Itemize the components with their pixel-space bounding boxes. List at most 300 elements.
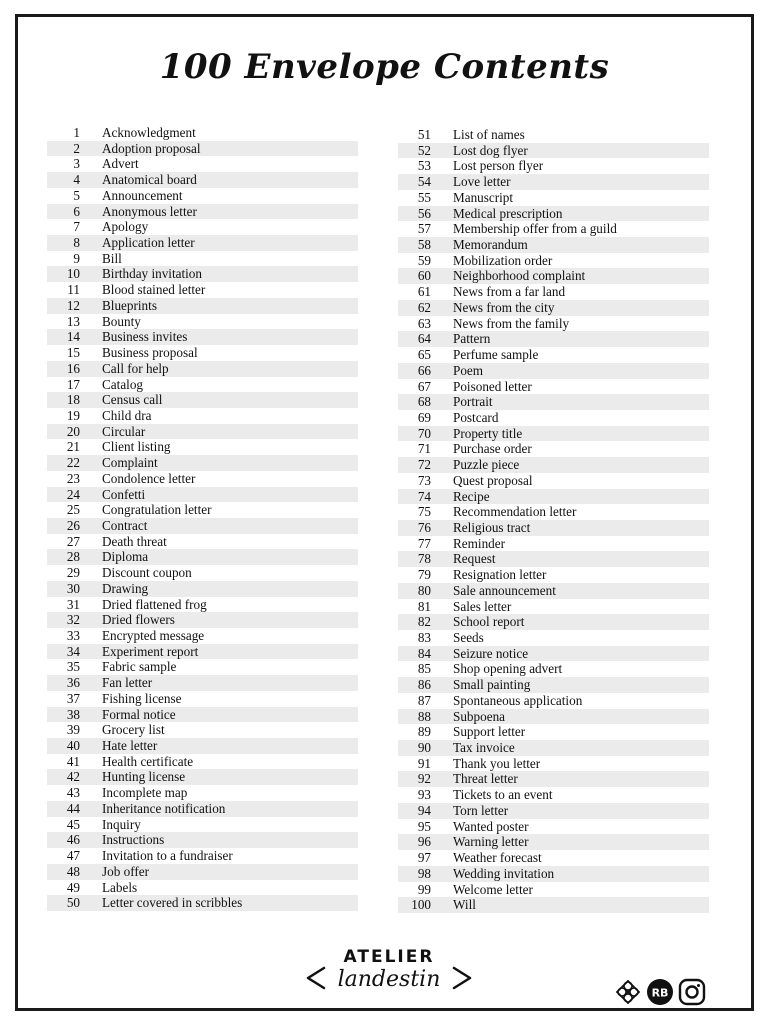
item-number: 13	[66, 313, 80, 329]
list-item	[398, 316, 709, 332]
item-label: Child dra	[102, 407, 152, 423]
item-label: School report	[453, 614, 525, 630]
item-label: Complaint	[102, 455, 158, 471]
item-number: 74	[417, 488, 431, 504]
list-item	[47, 502, 358, 518]
item-number: 88	[417, 708, 431, 724]
item-label: Job offer	[102, 863, 149, 879]
list-item	[398, 504, 709, 520]
item-label: Religious tract	[453, 519, 531, 535]
item-label: Birthday invitation	[102, 266, 202, 282]
item-label: Bounty	[102, 313, 141, 329]
item-number: 4	[73, 172, 80, 188]
item-label: Dried flattened frog	[102, 596, 207, 612]
list-item	[398, 551, 709, 567]
list-item	[398, 583, 709, 599]
list-item	[47, 864, 358, 880]
list-item	[398, 237, 709, 253]
item-number: 33	[66, 628, 80, 643]
item-label: Condolence letter	[102, 470, 196, 486]
item-label: Tax invoice	[453, 740, 515, 756]
list-item	[47, 691, 358, 707]
item-label: Poem	[453, 362, 484, 378]
list-item	[47, 769, 358, 785]
list-item	[47, 471, 358, 487]
list-item	[47, 219, 358, 235]
item-label: Lost dog flyer	[453, 142, 528, 158]
list-item	[47, 424, 358, 440]
list-item	[398, 693, 709, 709]
item-label: Contract	[102, 517, 148, 533]
item-number: 95	[417, 818, 431, 834]
item-label: Wedding invitation	[453, 865, 555, 881]
item-number: 15	[66, 345, 80, 361]
list-item	[398, 394, 709, 410]
item-number: 41	[66, 753, 80, 769]
item-number: 14	[66, 329, 80, 345]
item-label: Anatomical board	[102, 172, 197, 188]
item-label: Seeds	[453, 630, 484, 645]
item-label: Grocery list	[102, 722, 165, 738]
item-number: 24	[66, 486, 80, 502]
svg-text:RB: RB	[651, 986, 669, 1000]
item-number: 75	[417, 504, 431, 520]
item-label: Diploma	[102, 549, 149, 565]
list-item	[398, 567, 709, 583]
list-item	[47, 565, 358, 581]
item-label: Inquiry	[102, 816, 141, 832]
item-label: Puzzle piece	[453, 457, 520, 473]
item-number: 82	[417, 614, 431, 630]
item-number: 20	[66, 423, 80, 439]
item-label: Inheritance notification	[102, 800, 226, 816]
item-number: 97	[417, 850, 431, 866]
list-item	[398, 379, 709, 395]
document-page	[15, 14, 754, 1011]
item-number: 100	[411, 897, 431, 913]
item-number: 57	[417, 221, 431, 237]
item-label: Property title	[453, 425, 523, 441]
list-item	[398, 221, 709, 237]
list-item	[398, 850, 709, 866]
item-label: Weather forecast	[453, 850, 542, 866]
list-item	[47, 141, 358, 157]
item-label: Dried flowers	[102, 612, 175, 628]
item-number: 52	[417, 142, 431, 158]
item-number: 28	[66, 549, 80, 565]
instagram-icon[interactable]	[678, 978, 706, 1006]
item-label: Invitation to a fundraiser	[102, 848, 233, 864]
item-number: 59	[417, 252, 431, 268]
item-number: 34	[66, 643, 80, 659]
list-item	[47, 172, 358, 188]
item-number: 94	[417, 802, 431, 818]
item-number: 70	[417, 425, 431, 441]
list-item	[47, 644, 358, 660]
item-number: 58	[417, 237, 431, 253]
list-item	[398, 206, 709, 222]
list-item	[47, 235, 358, 251]
contents-list-right	[398, 127, 709, 913]
list-item	[47, 251, 358, 267]
list-item	[398, 347, 709, 363]
footer-icons	[614, 977, 714, 1007]
item-number: 73	[417, 472, 431, 488]
item-number: 21	[66, 439, 80, 455]
list-item	[398, 426, 709, 442]
item-number: 62	[417, 299, 431, 315]
item-number: 66	[417, 362, 431, 378]
item-label: Business invites	[102, 329, 188, 345]
item-number: 91	[417, 755, 431, 771]
list-item	[47, 377, 358, 393]
list-item	[398, 520, 709, 536]
item-number: 93	[417, 787, 431, 803]
item-number: 3	[73, 156, 80, 172]
list-item	[398, 489, 709, 505]
list-item	[398, 253, 709, 269]
item-number: 46	[66, 832, 80, 848]
item-label: Seizure notice	[453, 645, 529, 661]
item-number: 42	[66, 769, 80, 785]
item-number: 44	[66, 800, 80, 816]
list-item	[398, 363, 709, 379]
item-label: Blueprints	[102, 297, 157, 313]
item-label: Labels	[102, 879, 138, 895]
list-item	[47, 408, 358, 424]
item-label: Will	[453, 897, 476, 913]
item-label: Small painting	[453, 677, 531, 693]
rb-icon[interactable]	[646, 978, 674, 1006]
item-number: 17	[66, 376, 80, 392]
item-number: 19	[66, 407, 80, 423]
list-item	[47, 597, 358, 613]
item-label: Client listing	[102, 439, 171, 455]
list-item	[398, 646, 709, 662]
list-item	[47, 722, 358, 738]
item-number: 78	[417, 551, 431, 567]
item-label: Health certificate	[102, 753, 194, 769]
item-label: Portrait	[453, 394, 493, 410]
item-number: 80	[417, 582, 431, 598]
item-number: 47	[66, 848, 80, 864]
item-number: 81	[417, 598, 431, 614]
item-number: 68	[417, 394, 431, 410]
item-number: 79	[417, 567, 431, 583]
item-label: Request	[453, 551, 496, 567]
item-label: Census call	[102, 392, 163, 408]
item-label: Thank you letter	[453, 755, 541, 771]
list-item	[47, 455, 358, 471]
item-number: 89	[417, 724, 431, 740]
list-item	[398, 882, 709, 898]
item-number: 69	[417, 409, 431, 425]
item-label: Shop opening advert	[453, 661, 563, 677]
item-number: 60	[417, 268, 431, 284]
item-number: 56	[417, 205, 431, 221]
item-label: Love letter	[453, 174, 511, 190]
item-number: 71	[417, 441, 431, 457]
list-item	[398, 441, 709, 457]
item-number: 63	[417, 315, 431, 331]
item-label: Perfume sample	[453, 347, 539, 363]
item-number: 64	[417, 331, 431, 347]
item-label: Spontaneous application	[453, 692, 583, 708]
item-label: Business proposal	[102, 345, 198, 361]
list-item	[398, 819, 709, 835]
item-label: Threat letter	[453, 771, 518, 787]
item-number: 67	[417, 378, 431, 394]
item-label: Experiment report	[102, 643, 199, 659]
item-number: 50	[66, 895, 80, 911]
list-item	[398, 473, 709, 489]
item-number: 16	[66, 360, 80, 376]
list-item	[47, 801, 358, 817]
item-label: Fan letter	[102, 675, 153, 691]
item-label: Welcome letter	[453, 881, 533, 897]
item-label: Instructions	[102, 832, 165, 848]
list-item	[398, 536, 709, 552]
list-item	[47, 282, 358, 298]
item-label: Neighborhood complaint	[453, 268, 586, 284]
item-number: 30	[66, 580, 80, 596]
item-label: List of names	[453, 127, 525, 142]
item-label: Mobilization order	[453, 252, 553, 268]
item-number: 9	[73, 250, 80, 266]
list-item	[398, 803, 709, 819]
item-label: Postcard	[453, 409, 499, 425]
item-label: Tickets to an event	[453, 787, 553, 803]
item-label: Wanted poster	[453, 818, 529, 834]
item-label: Encrypted message	[102, 628, 205, 643]
list-item	[398, 897, 709, 913]
list-item	[398, 599, 709, 615]
item-number: 99	[417, 881, 431, 897]
item-label: Adoption proposal	[102, 140, 201, 156]
item-label: Warning letter	[453, 834, 529, 850]
contents-list-left	[47, 125, 358, 911]
item-label: Call for help	[102, 360, 169, 376]
item-number: 96	[417, 834, 431, 850]
item-label: Hate letter	[102, 738, 158, 754]
atelier-landestin-logo	[304, 942, 474, 992]
item-label: Support letter	[453, 724, 526, 740]
item-number: 35	[66, 659, 80, 675]
list-item	[47, 156, 358, 172]
item-label: Fishing license	[102, 690, 182, 706]
list-item	[398, 284, 709, 300]
item-label: Medical prescription	[453, 205, 563, 221]
item-label: Sale announcement	[453, 582, 556, 598]
list-item	[47, 534, 358, 550]
item-number: 61	[417, 284, 431, 300]
list-item	[398, 127, 709, 143]
item-label: Resignation letter	[453, 567, 547, 583]
item-label: Recommendation letter	[453, 504, 577, 520]
item-number: 55	[417, 189, 431, 205]
list-item	[398, 158, 709, 174]
item-number: 48	[66, 863, 80, 879]
list-item	[398, 756, 709, 772]
item-label: Membership offer from a guild	[453, 221, 617, 237]
list-item	[398, 724, 709, 740]
list-item	[398, 661, 709, 677]
list-item	[47, 266, 358, 282]
item-number: 90	[417, 740, 431, 756]
item-number: 23	[66, 470, 80, 486]
item-label: Anonymous letter	[102, 203, 197, 219]
item-number: 2	[73, 140, 80, 156]
list-item	[47, 204, 358, 220]
list-item	[398, 300, 709, 316]
item-number: 51	[417, 127, 431, 142]
item-label: Incomplete map	[102, 785, 188, 801]
item-label: Quest proposal	[453, 472, 533, 488]
item-label: Lost person flyer	[453, 158, 544, 174]
list-item	[47, 832, 358, 848]
item-label: Catalog	[102, 376, 144, 392]
item-label: Hunting license	[102, 769, 186, 785]
list-item	[47, 549, 358, 565]
item-label: Advert	[102, 156, 139, 172]
item-label: Death threat	[102, 533, 167, 549]
list-item	[398, 834, 709, 850]
item-label: News from a far land	[453, 284, 566, 300]
item-number: 7	[73, 219, 80, 235]
item-number: 72	[417, 457, 431, 473]
logo-text-bottom: landestin	[337, 967, 441, 992]
list-item	[47, 880, 358, 896]
list-item	[398, 677, 709, 693]
item-number: 83	[417, 630, 431, 645]
item-label: Fabric sample	[102, 659, 177, 675]
item-label: Acknowledgment	[102, 125, 196, 140]
item-number: 22	[66, 455, 80, 471]
item-label: Apology	[102, 219, 149, 235]
list-item	[47, 188, 358, 204]
list-item	[47, 628, 358, 644]
item-label: Letter covered in scribbles	[102, 895, 243, 911]
item-number: 86	[417, 677, 431, 693]
list-item	[398, 866, 709, 882]
list-item	[47, 612, 358, 628]
item-label: Memorandum	[453, 237, 528, 253]
list-item	[398, 410, 709, 426]
item-number: 45	[66, 816, 80, 832]
item-number: 65	[417, 347, 431, 363]
item-number: 53	[417, 158, 431, 174]
item-number: 87	[417, 692, 431, 708]
item-label: Torn letter	[453, 802, 509, 818]
item-number: 27	[66, 533, 80, 549]
item-number: 1	[73, 125, 80, 140]
list-item	[398, 771, 709, 787]
item-label: Bill	[102, 250, 122, 266]
item-number: 38	[66, 706, 80, 722]
item-number: 77	[417, 535, 431, 551]
list-item	[398, 614, 709, 630]
item-number: 37	[66, 690, 80, 706]
list-item	[47, 848, 358, 864]
item-label: Poisoned letter	[453, 378, 532, 394]
item-number: 6	[73, 203, 80, 219]
item-label: Drawing	[102, 580, 149, 596]
list-item	[398, 268, 709, 284]
item-number: 40	[66, 738, 80, 754]
item-number: 31	[66, 596, 80, 612]
item-number: 36	[66, 675, 80, 691]
item-number: 26	[66, 517, 80, 533]
item-number: 54	[417, 174, 431, 190]
item-label: Formal notice	[102, 706, 176, 722]
logo-text-top: ATELIER	[343, 947, 435, 967]
list-item	[47, 439, 358, 455]
item-label: Manuscript	[453, 189, 514, 205]
item-number: 84	[417, 645, 431, 661]
item-number: 92	[417, 771, 431, 787]
item-label: Pattern	[453, 331, 491, 347]
list-item	[398, 331, 709, 347]
item-number: 25	[66, 502, 80, 518]
list-item	[47, 895, 358, 911]
list-item	[47, 675, 358, 691]
list-item	[47, 392, 358, 408]
list-item	[398, 787, 709, 803]
item-label: Subpoena	[453, 708, 506, 724]
item-number: 8	[73, 235, 80, 251]
list-item	[47, 345, 358, 361]
list-item	[398, 709, 709, 725]
item-label: Discount coupon	[102, 565, 192, 581]
list-item	[47, 487, 358, 503]
item-number: 5	[73, 187, 80, 203]
list-item	[47, 817, 358, 833]
item-label: Confetti	[102, 486, 146, 502]
list-item	[47, 298, 358, 314]
item-label: Blood stained letter	[102, 282, 206, 298]
item-label: Sales letter	[453, 598, 512, 614]
item-number: 32	[66, 612, 80, 628]
list-item	[47, 329, 358, 345]
list-item	[398, 630, 709, 646]
list-item	[398, 740, 709, 756]
list-item	[47, 125, 358, 141]
item-number: 11	[67, 282, 80, 298]
list-item	[47, 314, 358, 330]
item-number: 43	[66, 785, 80, 801]
item-number: 12	[66, 297, 80, 313]
item-number: 10	[66, 266, 80, 282]
list-item	[398, 143, 709, 159]
item-label: Congratulation letter	[102, 502, 212, 518]
dice-icon[interactable]	[614, 978, 642, 1006]
item-number: 76	[417, 519, 431, 535]
item-number: 39	[66, 722, 80, 738]
item-label: Reminder	[453, 535, 506, 551]
item-label: News from the family	[453, 315, 570, 331]
list-item	[47, 754, 358, 770]
list-item	[47, 581, 358, 597]
item-number: 98	[417, 865, 431, 881]
item-label: News from the city	[453, 299, 555, 315]
item-label: Application letter	[102, 235, 195, 251]
list-item	[398, 190, 709, 206]
page-title: 100 Envelope Contents	[159, 47, 610, 87]
item-number: 85	[417, 661, 431, 677]
list-item	[47, 738, 358, 754]
list-item	[47, 361, 358, 377]
list-item	[398, 457, 709, 473]
